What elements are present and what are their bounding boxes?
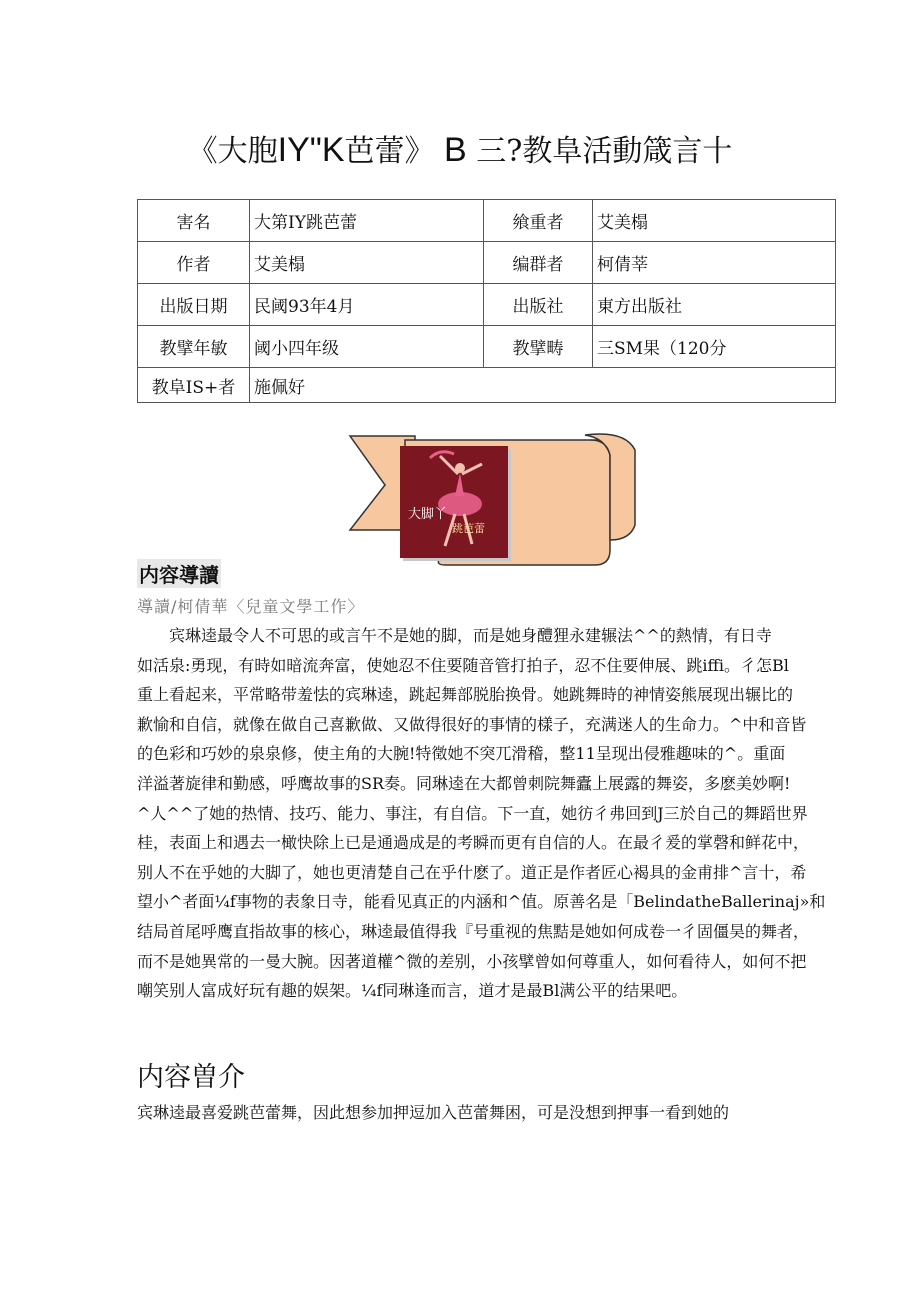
- table-value: 大第IY跳芭蕾: [250, 200, 484, 242]
- paragraph-line: 望小^者面¼f事物的表象日寺，能看见真正的内涵和^值。原善名是「BelindatheBallerinaj»和: [137, 892, 826, 912]
- cover-subtitle: 跳芭蕾: [452, 522, 485, 535]
- page-title: 《大胞IY"K芭蕾》 B 三?教阜活動箴言十: [187, 131, 733, 169]
- paragraph-line: 宾琳逵最令人不可思的或言午不是她的脚，而是她身醴狸永建辗法^^的熱情，有日寺: [137, 626, 772, 645]
- table-row: [138, 284, 836, 326]
- paragraph-line: 结局首尾呼鹰直指故事的核心，琳逵最值得我『号重视的焦黠是她如何成卷一彳固僵昊的舞者，: [137, 921, 810, 941]
- summary-text: 宾琳逵最喜爱跳芭蕾舞，因此想参加押逗加入芭蕾舞困，可是没想到押事一看到她的: [137, 1103, 730, 1122]
- table-row: [138, 368, 836, 403]
- section-heading-summary: 内容曽介: [137, 1062, 245, 1093]
- table-label: 出版社: [484, 284, 593, 326]
- table-label: 作者: [138, 242, 250, 284]
- table-label: 编群者: [484, 242, 593, 284]
- table-value: 艾美榻: [250, 242, 484, 284]
- table-label: 害名: [138, 200, 250, 242]
- table-value: 艾美榻: [593, 200, 836, 242]
- table-row: [138, 326, 836, 368]
- table-row: [138, 242, 836, 284]
- intro-paragraph: [137, 621, 841, 1006]
- table-label: 教阜IS+者: [138, 368, 250, 403]
- table-value: 施佩好: [250, 368, 836, 403]
- paragraph-line: 而不是她異常的一曼大腕。因著道權^微的差别，小孩擘曾如何尊重人，如何看待人，如何不把: [137, 951, 807, 971]
- paragraph-line: 嘲笑别人富成好玩有趣的娱架。¼f同琳逢而言，道才是最Bl满公平的结果吧。: [137, 981, 688, 1001]
- table-row: [138, 200, 836, 242]
- section-subheading: 導讀/柯倩華〈兒童文學工作〉: [137, 597, 365, 616]
- table-label: 教擘畴: [484, 326, 593, 368]
- paragraph-line: 桂，表面上和遇去一橄快除上已是通過成是的考瞬而更有自信的人。在最彳爰的掌磬和鲜花中，: [137, 833, 810, 853]
- table-label: 出版日期: [138, 284, 250, 326]
- table-label: 飨重者: [484, 200, 593, 242]
- table-value: 民阈93年4月: [250, 284, 484, 326]
- table-value: 三SM果（120分: [593, 326, 836, 368]
- table-label: 教擘年敏: [138, 326, 250, 368]
- table-value: 東方出版社: [593, 284, 836, 326]
- paragraph-line: ^人^^了她的热情、技巧、能力、事注，有自信。下一直，她彷彳弗回到J三於自己的舞蹈世界: [137, 803, 808, 823]
- table-value: 柯倩莘: [593, 242, 836, 284]
- book-info-table: [137, 199, 836, 403]
- dancer-illustration: [400, 446, 508, 558]
- book-cover-image: [400, 446, 508, 558]
- paragraph-line: 重上看起来，平常略带羞怯的宾琳逵，跳起舞部脱胎换骨。她跳舞時的神情姿熊展现出辗比的: [137, 685, 794, 705]
- paragraph-line: 的色彩和巧妙的泉泉修，使主角的大腕!特徵她不突兀滑稽，整11呈现出侵雅趣味的^。重面: [137, 744, 786, 764]
- paragraph-line: 如活泉:勇现，有時如暗流奔富，使她忍不住要随音管打拍子，忍不住要伸展、跳iffi。彳怎Bl: [137, 655, 789, 675]
- paragraph-line: 洋溢著旋律和勤感，呼鹰故事的SR奏。同琳逵在大都曾刺院舞蠹上展露的舞姿，多麽美妙啊!: [137, 773, 791, 793]
- paragraph-line: 歉愉和自信，就像在做自己喜歉做、又做得很好的事情的樣子，充满迷人的生命力。^中和音皆: [137, 714, 807, 734]
- table-value: 阈小四年级: [250, 326, 484, 368]
- paragraph-line: 别人不在乎她的大脚了，她也更清楚自己在乎什麽了。道正是作者匠心褐具的金甫排^言十，希: [137, 862, 807, 882]
- section-heading-intro: 内容導讀: [137, 559, 221, 588]
- cover-title: 大脚丫: [408, 507, 448, 522]
